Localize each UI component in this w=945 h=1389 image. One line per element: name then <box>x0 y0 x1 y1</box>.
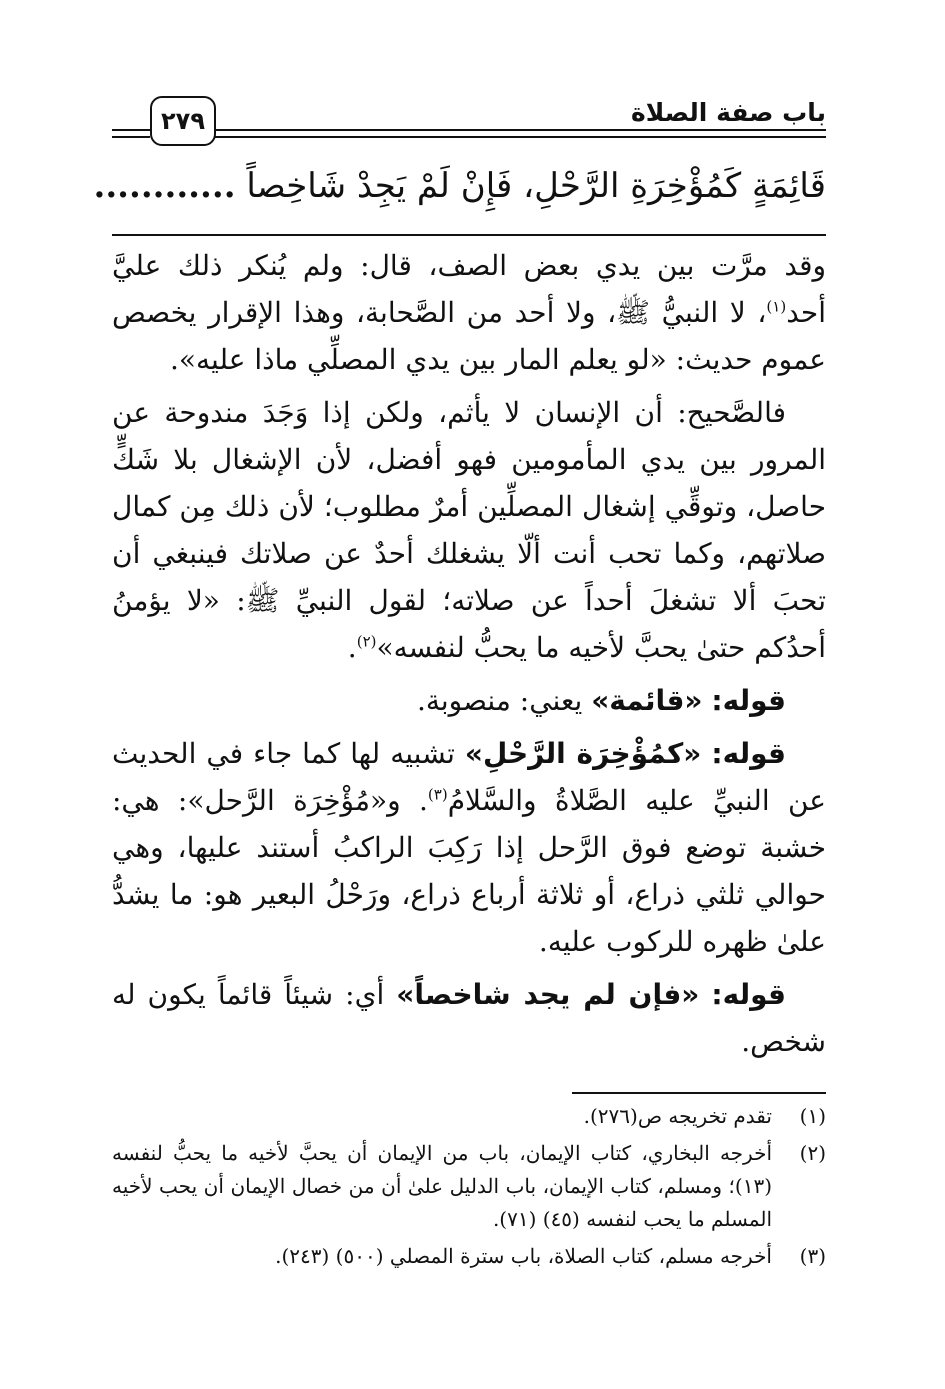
header-rule-bottom <box>212 136 826 138</box>
paragraph-3-text: يعني: منصوبة. <box>416 684 592 717</box>
footnote-item <box>112 1240 826 1273</box>
header-rule-left-bottom <box>112 136 150 138</box>
paragraph-3 <box>112 677 826 724</box>
paragraph-1 <box>112 242 826 383</box>
matn-dots: ............ <box>93 166 236 206</box>
commentary-body <box>112 242 826 1071</box>
footnote-text: أخرجه مسلم، كتاب الصلاة، باب سترة المصلي (٥٠٠) (٢٤٣). <box>275 1244 772 1268</box>
matn-text: قَائِمَةٍ كَمُؤْخِرَةِ الرَّحْلِ، فَإِنْ لَمْ يَجِدْ شَاخِصاً <box>246 166 826 206</box>
chapter-title: باب صفة الصلاة <box>623 98 826 127</box>
footnote-text: أخرجه البخاري، كتاب الإيمان، باب من الإيمان أن يحبَّ لأخيه ما يحبُّ لنفسه (١٣)؛ ومسلم، كتاب الإيمان، باب الدليل علىٰ أن من خصال الإيمان أن يحب لأخيه المسلم ما يحب لنفسه (٤٥) (٧١). <box>112 1141 772 1231</box>
paragraph-4 <box>112 730 826 965</box>
footnote-number: (٢) <box>799 1141 826 1165</box>
quoted-phrase: «كمُؤْخِرَة الرَّحْلِ» <box>464 737 702 770</box>
paragraph-4-text-a: تشبيه لها كما جاء في الحديث عن النبيِّ عليه الصَّلاةُ والسَّلامُ <box>112 737 826 817</box>
page-number: ٢٧٩ <box>150 96 216 146</box>
qawluh-label: قوله: <box>711 684 786 717</box>
paragraph-2-text-a: فالصَّحيح: أن الإنسان لا يأثم، ولكن إذا وَجَدَ مندوحة عن المرور بين يدي المأمومين فهو أفضل، لأن الإشغال بلا شَكٍّ حاصل، وتوقِّي إشغال المصلِّين أمرٌ مطلوب؛ لأن ذلك مِن كمال صلاتهم، وكما تحب أنت ألّا يشغلك أحدٌ عن صلاتك فينبغي أن تحبَ ألا تشغلَ أحداً عن صلاته؛ لقول النبيِّ ﷺ: «لا يؤمنُ أحدُكم حتىٰ يحبَّ لأخيه ما يحبُّ لنفسه» <box>112 396 826 664</box>
quoted-phrase: «قائمة» <box>591 684 703 717</box>
qawluh-label: قوله: <box>711 978 786 1011</box>
matn-separator <box>112 234 826 236</box>
footnote-item <box>112 1137 826 1236</box>
footnote-text: تقدم تخريجه ص(٢٧٦). <box>583 1104 772 1128</box>
footnote-rule <box>572 1092 826 1094</box>
footnote-ref-2: (٢) <box>356 632 377 651</box>
matn-line <box>93 160 826 212</box>
footnote-item <box>112 1100 826 1133</box>
footnotes <box>112 1100 826 1277</box>
paragraph-5 <box>112 971 826 1065</box>
footnote-ref-1: (١) <box>766 297 787 316</box>
header-rule-left-top <box>112 129 150 131</box>
paragraph-5-text: أي: شيئاً قائماً يكون له شخص. <box>112 978 826 1058</box>
footnote-number: (٣) <box>799 1244 826 1268</box>
qawluh-label: قوله: <box>711 737 786 770</box>
paragraph-1-text-b: ، لا النبيُّ ﷺ، ولا أحد من الصَّحابة، وهذا الإقرار يخصص عموم حديث: «لو يعلم المار بين يدي المصلِّي ماذا عليه». <box>112 296 826 376</box>
paragraph-4-text-b: . و«مُؤْخِرَة الرَّحل»: هي: خشبة توضع فوق الرَّحل إذا رَكِبَ الراكبُ أستند عليها، وهي حوالي ثلثي ذراع، أو ثلاثة أرباع ذراع، ورَحْلُ البعير هو: ما يشدُّ علىٰ ظهره للركوب عليه. <box>112 784 826 958</box>
paragraph-1-text-a: وقد مرَّت بين يدي بعض الصف، قال: ولم يُنكر ذلك عليَّ أحد <box>112 249 826 329</box>
paragraph-2 <box>112 389 826 671</box>
running-header <box>112 96 826 152</box>
quoted-phrase: «فإن لم يجد شاخصاً» <box>396 978 700 1011</box>
header-rule-top <box>212 129 826 131</box>
footnote-number: (١) <box>799 1104 826 1128</box>
paragraph-2-text-b: . <box>347 631 357 664</box>
footnote-ref-3: (٣) <box>427 785 448 804</box>
